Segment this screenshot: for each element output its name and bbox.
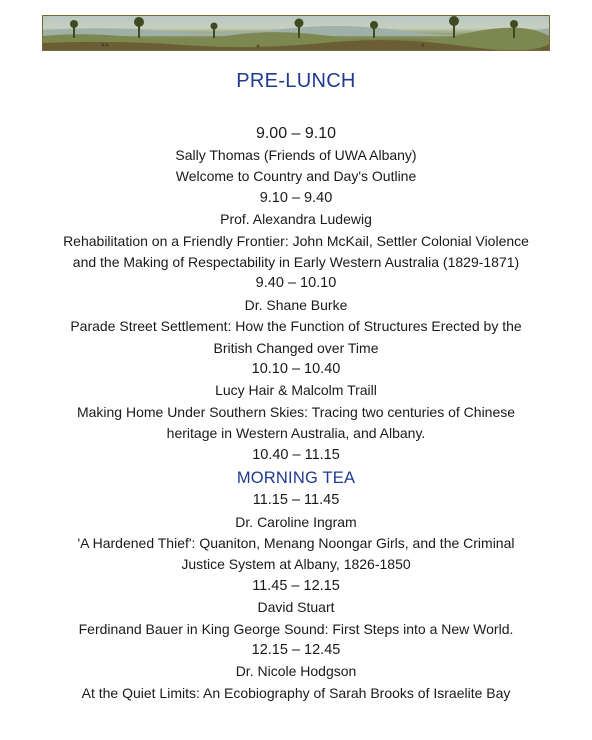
panorama-banner-image (42, 15, 550, 51)
morning-tea-heading: MORNING TEA (236, 469, 356, 488)
break-time: 10.40 – 11.15 (252, 446, 340, 463)
session-title-line2: British Changed over Time (213, 339, 379, 356)
session-title: Welcome to Country and Day's Outline (175, 168, 417, 185)
session-speaker: Prof. Alexandra Ludewig (220, 211, 372, 228)
session-title: Ferdinand Bauer in King George Sound: First Steps into a New World. (78, 620, 514, 637)
session-title-line2: heritage in Western Australia, and Albany. (166, 425, 426, 442)
session-speaker: Dr. Shane Burke (244, 296, 348, 313)
session-speaker: Sally Thomas (Friends of UWA Albany) (175, 147, 417, 163)
session-time: 9.40 – 10.10 (255, 275, 337, 292)
session-time: 11.15 – 11.45 (252, 492, 340, 509)
session-title-line1: 'A Hardened Thief': Quaniton, Menang Noongar Girls, and the Criminal (77, 534, 515, 551)
session-speaker: Dr. Caroline Ingram (235, 513, 357, 530)
session-title-line1: Rehabilitation on a Friendly Frontier: John McKail, Settler Colonial Violence (63, 232, 529, 249)
session-title: At the Quiet Limits: An Ecobiography of Sarah Brooks of Israelite Bay (81, 684, 511, 701)
panorama-landscape-illustration (43, 16, 550, 51)
session-time: 9.00 – 9.10 (255, 125, 337, 142)
session-title-line1: Parade Street Settlement: How the Function of Structures Erected by the (70, 318, 522, 335)
session-title-line1: Making Home Under Southern Skies: Tracing two centuries of Chinese (76, 403, 516, 420)
program-schedule (0, 122, 592, 704)
session-speaker: Lucy Hair & Malcolm Traill (215, 382, 377, 399)
session-title-line2: Justice System at Albany, 1826-1850 (181, 556, 411, 573)
session-speaker: Dr. Nicole Hodgson (235, 663, 357, 680)
session-title-line2: and the Making of Respectability in Early Western Australia (1829-1871) (72, 254, 520, 271)
session-time: 10.10 – 10.40 (251, 361, 341, 378)
pre-lunch-heading: PRE-LUNCH (236, 70, 356, 92)
session-time: 12.15 – 12.45 (251, 641, 341, 658)
session-time: 11.45 – 12.15 (252, 577, 340, 594)
session-time: 9.10 – 9.40 (259, 189, 333, 206)
session-speaker: David Stuart (257, 599, 335, 616)
